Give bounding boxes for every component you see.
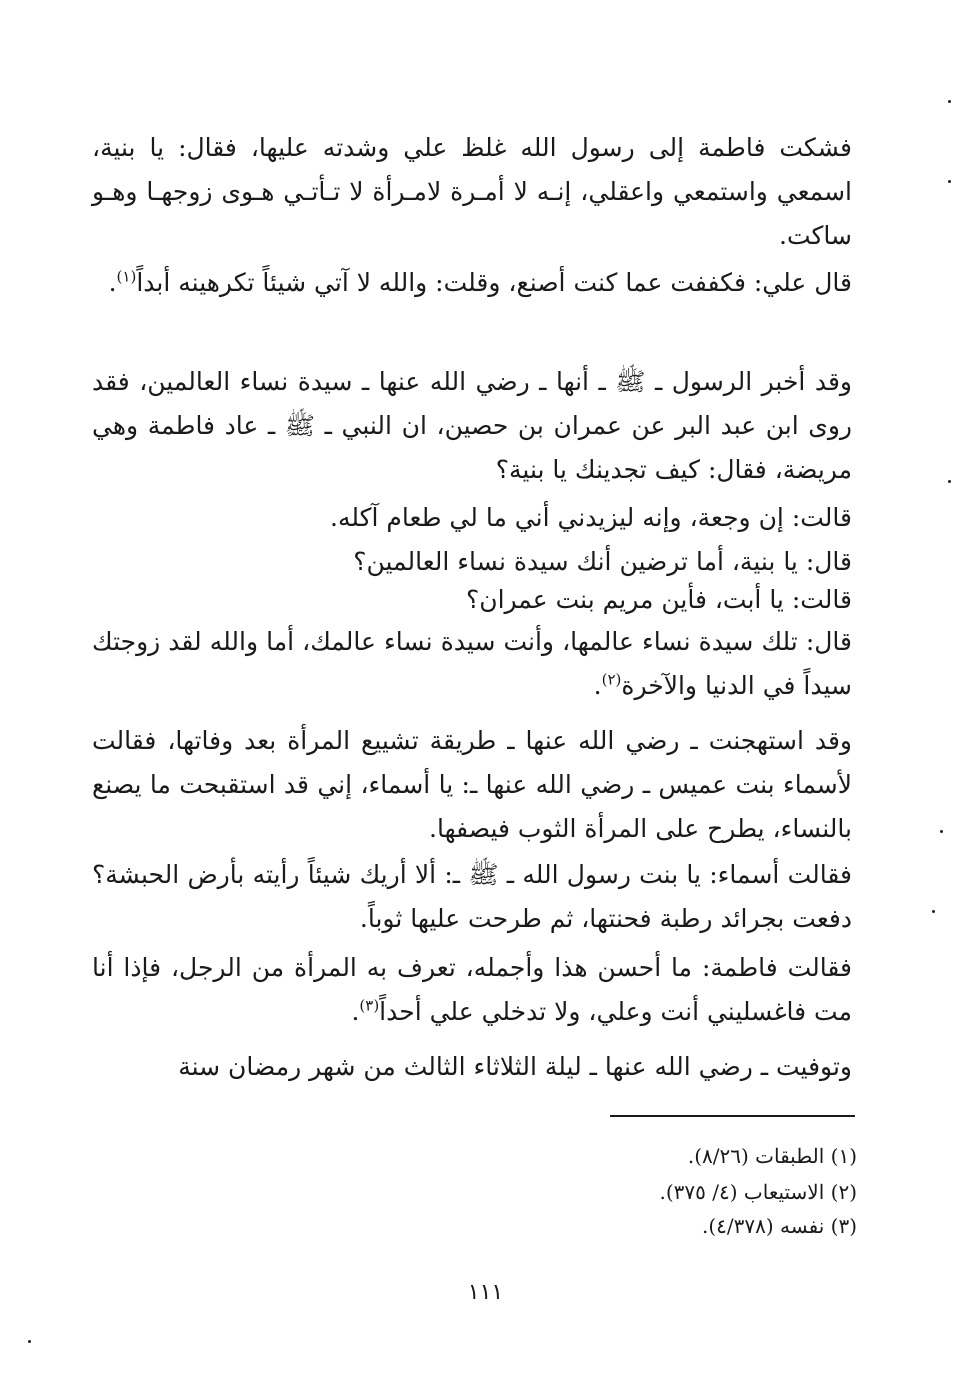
- paragraph: [92, 853, 852, 941]
- paragraph-text: وقد أخبر الرسول ـ ﷺ ـ أنها ـ رضي الله عنها ـ سيدة نساء العالمين، فقد روى ابن عبد البر عن عمران بن حصين، ان النبي ـ ﷺ ـ عاد فاطمة وهي مريضة، فقال: كيف تجدينك يا بنية؟: [92, 367, 852, 484]
- page-number: ١١١: [467, 1280, 504, 1305]
- scan-speck: [28, 1340, 31, 1343]
- footnote: (٣) نفسه (٤/٣٧٨).: [701, 1214, 857, 1238]
- paragraph-text: فشكت فاطمة إلى رسول الله غلظ علي وشدته عليها، فقال: يا بنية، اسمعي واستمعي واعقلي، إنـه لا أمـرة لامـرأة لا تـأتـي هـوى زوجهـا وهـو ساكت.: [92, 133, 852, 250]
- period: .: [108, 268, 117, 297]
- scan-speck: [948, 100, 951, 103]
- dialogue-text: قالت: إن وجعة، وإنه ليزيدني أني ما لي طعام آكله.: [330, 503, 852, 532]
- dialogue-line: [330, 496, 852, 540]
- paragraph: [92, 620, 852, 708]
- paragraph-text: وتوفيت ـ رضي الله عنها ـ ليلة الثلاثاء الثالث من شهر رمضان سنة: [178, 1052, 852, 1081]
- dialogue-text: قالت: يا أبت، فأين مريم بنت عمران؟: [465, 585, 852, 614]
- paragraph-text: فقالت أسماء: يا بنت رسول الله ـ ﷺ ـ: ألا أريك شيئاً رأيته بأرض الحبشة؟ دفعت بجرائد رطبة فحنتها، ثم طرحت عليها ثوباً.: [92, 860, 852, 933]
- scan-speck: [948, 180, 951, 183]
- footnote: (٢) الاستيعاب (٤/ ٣٧٥).: [659, 1180, 857, 1204]
- scan-speck: [948, 480, 951, 483]
- paragraph-text: قال علي: فكففت عما كنت أصنع، وقلت: والله لا آتي شيئاً تكرهينه أبداً: [136, 268, 852, 297]
- period: .: [593, 671, 602, 700]
- paragraph-text: وقد استهجنت ـ رضي الله عنها ـ طريقة تشييع المرأة بعد وفاتها، فقالت لأسماء بنت عميس ـ رضي الله عنها ـ: يا أسماء، إني قد استقبحت ما يصنع بالنساء، يطرح على المرأة الثوب فيصفها.: [92, 726, 852, 843]
- scan-speck: [940, 830, 943, 833]
- paragraph: [92, 1045, 852, 1089]
- footnote-marker: (٣): [359, 996, 380, 1015]
- paragraph: [92, 261, 852, 305]
- paragraph-text: قال: تلك سيدة نساء عالمها، وأنت سيدة نساء عالمك، أما والله لقد زوجتك سيداً في الدنيا والآخرة: [92, 627, 852, 700]
- period: .: [351, 997, 360, 1026]
- footnote-marker: (٢): [601, 670, 622, 689]
- scan-speck: [932, 910, 935, 913]
- dialogue-line: [466, 578, 852, 622]
- paragraph: [92, 360, 852, 492]
- footnote: (١) الطبقات (٨/٢٦).: [687, 1144, 857, 1168]
- footnote-marker: (١): [116, 267, 137, 286]
- dialogue-text: قال: يا بنية، أما ترضين أنك سيدة نساء العالمين؟: [353, 547, 852, 576]
- paragraph: [92, 126, 852, 258]
- paragraph-text: فقالت فاطمة: ما أحسن هذا وأجمله، تعرف به المرأة من الرجل، فإذا أنا مت فاغسليني أنت وعلي، ولا تدخلي علي أحداً: [92, 953, 852, 1026]
- paragraph: [92, 946, 852, 1034]
- footnote-separator: [610, 1115, 855, 1117]
- paragraph: [92, 719, 852, 851]
